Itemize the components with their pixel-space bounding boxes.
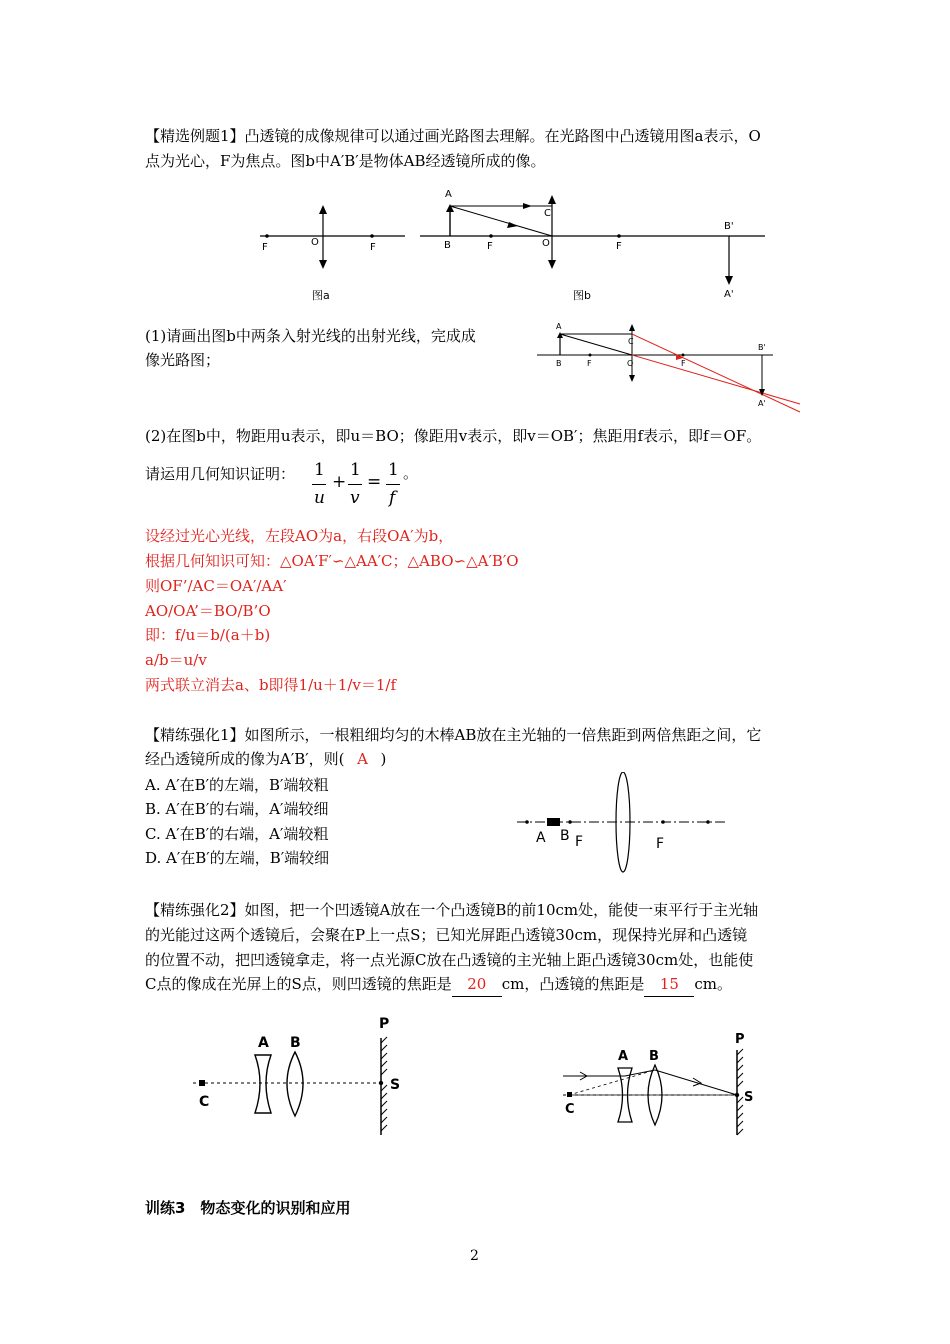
- p2-left-b: B: [290, 1035, 301, 1051]
- fig-a-f-right: F: [370, 242, 376, 253]
- practice1-answer: A: [357, 750, 368, 768]
- lens-figures-ab: [250, 185, 770, 305]
- fig-b-a: A: [445, 189, 452, 200]
- fig-a-caption: 图a: [312, 289, 330, 302]
- solution-line-2: 根据几何知识可知：△OA′F′∽△AA′C；△ABO∽△A′B′O: [145, 552, 519, 570]
- formula-den2: v: [350, 488, 360, 508]
- solution-line-3: 则OF’/AC＝OA′/AA′: [145, 577, 287, 595]
- solution-line-6: a/b＝u/v: [145, 651, 207, 669]
- p2-right-p: P: [735, 1032, 745, 1047]
- solution-line-5: 即：f/u＝b/(a＋b): [145, 626, 271, 644]
- practice2-figure-left: [193, 1016, 400, 1135]
- ans-fig-f2: F: [681, 359, 686, 368]
- ans-fig-ap: A': [758, 399, 766, 408]
- fig-b-a-prime: A': [724, 289, 734, 300]
- ray-diagram-answer: [535, 318, 805, 413]
- p2-right-b: B: [649, 1049, 659, 1064]
- practice1-option-b: B. A′在B′的右端，A′端较细: [145, 800, 329, 818]
- p2-left-s: S: [390, 1077, 401, 1093]
- practice2-line4-b: cm，凸透镜的焦距是: [501, 975, 645, 993]
- practice2-line3: 的位置不动，把凹透镜拿走，将一点光源C放在凸透镜的主光轴上距凸透镜30cm处，也能使: [145, 951, 754, 969]
- formula-num1: 1: [314, 460, 325, 480]
- p1-fig-f1: F: [575, 834, 584, 850]
- p2-right-s: S: [744, 1090, 754, 1105]
- section-title: 训练3 物态变化的识别和应用: [145, 1199, 351, 1217]
- ans-fig-bp: B': [758, 343, 766, 352]
- p1-fig-a: A: [536, 830, 546, 846]
- fig-b-caption: 图b: [573, 289, 591, 302]
- formula-eq: =: [367, 472, 382, 492]
- formula-den3: f: [389, 488, 396, 508]
- q2-line1: (2)在图b中，物距用u表示，即u＝BO；像距用v表示，即v＝OB′；焦距用f表示，即f＝OF。: [145, 427, 762, 445]
- ans-fig-b: B: [556, 359, 562, 368]
- p1-fig-f2: F: [656, 836, 665, 852]
- q1-line1: (1)请画出图b中两条入射光线的出射光线，完成成: [145, 327, 476, 345]
- practice1-line2: [145, 747, 386, 771]
- formula-plus: +: [332, 472, 347, 492]
- ans-fig-f1: F: [587, 359, 592, 368]
- solution-line-7: 两式联立消去a、b即得1/u＋1/v＝1/f: [145, 676, 397, 694]
- practice2-line4-c: cm。: [694, 975, 733, 993]
- practice2-blank1: 20: [452, 972, 502, 997]
- page-number: 2: [470, 1248, 479, 1264]
- p2-right-a: A: [618, 1049, 629, 1064]
- practice2-line1: 【精练强化2】如图，把一个凹透镜A放在一个凸透镜B的前10cm处，能使一束平行于主光轴: [145, 901, 759, 919]
- p2-left-a: A: [258, 1035, 269, 1051]
- p1-fig-b: B: [560, 828, 570, 844]
- figure-a: [260, 205, 405, 302]
- practice1-line1: 【精练强化1】如图所示，一根粗细均匀的木棒AB放在主光轴的一倍焦距到两倍焦距之间，它: [145, 726, 762, 744]
- formula-num2: 1: [350, 460, 361, 480]
- fig-b-o: O: [542, 238, 550, 249]
- ans-fig-o: O: [627, 359, 634, 368]
- figure-b: [420, 189, 765, 302]
- practice1-stem: 经凸透镜所成的像为A′B′，则(: [145, 750, 345, 768]
- example1-line1: 【精选例题1】凸透镜的成像规律可以通过画光路图去理解。在光路图中凸透镜用图a表示，O: [145, 127, 761, 145]
- practice1-stem-end: ): [380, 750, 387, 768]
- solution-line-4: AO/OA’＝BO/B’O: [145, 602, 271, 620]
- q1-line2: 像光路图；: [145, 351, 221, 369]
- formula-den1: u: [314, 488, 325, 508]
- formula-end: 。: [403, 464, 419, 482]
- q2-line2: 请运用几何知识证明：: [145, 465, 296, 483]
- practice2-blank2: 15: [644, 972, 694, 997]
- practice1-option-a: A. A′在B′的左端，B′端较粗: [145, 776, 329, 794]
- practice2-figure-right: [563, 1032, 753, 1135]
- p2-right-c: C: [565, 1102, 575, 1117]
- fig-a-f-left: F: [262, 242, 268, 253]
- practice1-option-d: D. A′在B′的左端，B′端较细: [145, 849, 330, 867]
- ans-fig-a: A: [556, 322, 562, 331]
- p2-left-c: C: [199, 1094, 210, 1110]
- practice2-line4-a: C点的像成在光屏上的S点，则凹透镜的焦距是: [145, 975, 452, 993]
- practice2-figures: [185, 1010, 765, 1150]
- fig-b-f-right: F: [616, 241, 622, 252]
- fig-b-c: C: [544, 208, 551, 219]
- fig-b-f-left: F: [487, 241, 493, 252]
- practice1-figure: [515, 772, 730, 880]
- practice2-line2: 的光能过这两个透镜后，会聚在P上一点S；已知光屏距凸透镜30cm，现保持光屏和凸透镜: [145, 926, 748, 944]
- fig-b-b: B: [444, 240, 451, 251]
- p2-left-p: P: [379, 1016, 390, 1032]
- formula-num3: 1: [388, 460, 399, 480]
- fig-b-b-prime: B': [724, 221, 734, 232]
- solution-line-1: 设经过光心光线，左段AO为a，右段OA′为b，: [145, 527, 454, 545]
- practice1-option-c: C. A′在B′的右端，A′端较粗: [145, 825, 329, 843]
- ans-fig-c: C: [628, 337, 634, 346]
- fig-a-o: O: [311, 237, 319, 248]
- example1-line2: 点为光心，F为焦点。图b中A′B′是物体AB经透镜所成的像。: [145, 152, 546, 170]
- practice2-line4: [145, 972, 732, 997]
